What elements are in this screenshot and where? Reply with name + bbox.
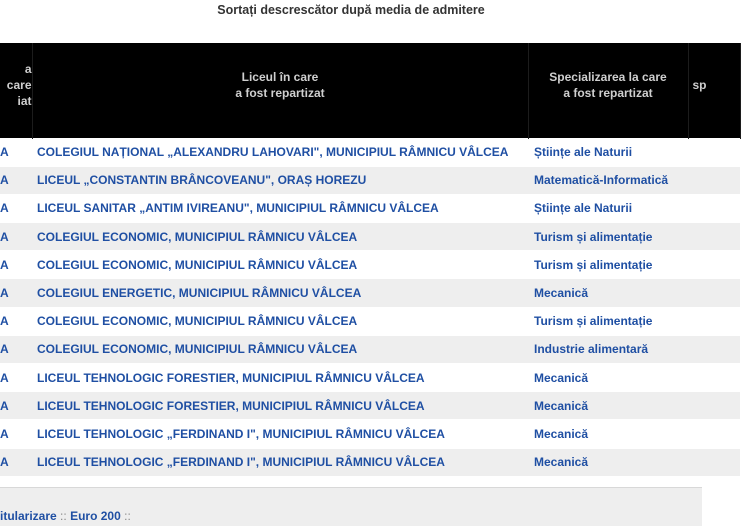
row-county-cell[interactable]: A <box>0 223 32 251</box>
row-specialization-link[interactable]: Industrie alimentară <box>528 335 688 363</box>
sort-note <box>0 0 702 22</box>
results-table-container[interactable] <box>0 43 707 480</box>
table-header-row <box>0 43 740 138</box>
table-row <box>0 251 740 279</box>
row-specialization-link[interactable]: Mecanică <box>528 279 688 307</box>
row-county-cell[interactable]: A <box>0 335 32 363</box>
table-row <box>0 223 740 251</box>
row-school-link[interactable]: LICEUL TEHNOLOGIC FORESTIER, MUNICIPIUL RÂMNICU VÂLCEA <box>32 392 528 420</box>
row-county-cell[interactable]: A <box>0 392 32 420</box>
row-school-link[interactable]: COLEGIUL ECONOMIC, MUNICIPIUL RÂMNICU VÂLCEA <box>32 335 528 363</box>
row-county-cell[interactable]: A <box>0 448 32 476</box>
table-row <box>0 166 740 194</box>
table-row <box>0 364 740 392</box>
row-specialization-link[interactable]: Mecanică <box>528 364 688 392</box>
row-extra-cell <box>688 223 740 251</box>
row-county-cell[interactable]: A <box>0 307 32 335</box>
row-extra-cell <box>688 364 740 392</box>
row-county-cell[interactable]: A <box>0 194 32 222</box>
row-specialization-link[interactable]: Turism și alimentație <box>528 307 688 335</box>
row-extra-cell <box>688 194 740 222</box>
row-extra-cell <box>688 251 740 279</box>
row-specialization-link[interactable]: Mecanică <box>528 448 688 476</box>
footer-separator-end: :: <box>124 509 131 523</box>
table-row <box>0 448 740 476</box>
row-specialization-link[interactable]: Turism și alimentație <box>528 223 688 251</box>
row-county-cell[interactable]: A <box>0 166 32 194</box>
table-body <box>0 138 740 476</box>
column-header-school: Liceul în care a fost repartizat <box>32 43 528 138</box>
table-row <box>0 194 740 222</box>
row-county-cell[interactable]: A <box>0 138 32 166</box>
column-header-specialization: Specializarea la care a fost repartizat <box>528 43 688 138</box>
row-extra-cell <box>688 138 740 166</box>
row-county-cell[interactable]: A <box>0 279 32 307</box>
row-specialization-link[interactable]: Științe ale Naturii <box>528 138 688 166</box>
row-extra-cell <box>688 392 740 420</box>
table-row <box>0 392 740 420</box>
row-school-link[interactable]: LICEUL TEHNOLOGIC „FERDINAND I", MUNICIPIUL RÂMNICU VÂLCEA <box>32 448 528 476</box>
sort-note-text: Sortați descrescător după media de admitere <box>217 3 485 17</box>
row-specialization-link[interactable]: Turism și alimentație <box>528 251 688 279</box>
row-extra-cell <box>688 307 740 335</box>
row-extra-cell <box>688 420 740 448</box>
row-school-link[interactable]: COLEGIUL ECONOMIC, MUNICIPIUL RÂMNICU VÂLCEA <box>32 251 528 279</box>
row-county-cell[interactable]: A <box>0 251 32 279</box>
row-school-link[interactable]: LICEUL SANITAR „ANTIM IVIREANU", MUNICIPIUL RÂMNICU VÂLCEA <box>32 194 528 222</box>
table-row <box>0 279 740 307</box>
row-school-link[interactable]: LICEUL TEHNOLOGIC FORESTIER, MUNICIPIUL RÂMNICU VÂLCEA <box>32 364 528 392</box>
row-county-cell[interactable]: A <box>0 364 32 392</box>
row-extra-cell <box>688 335 740 363</box>
column-header-left: a care iat <box>0 43 32 138</box>
row-school-link[interactable]: COLEGIUL NAȚIONAL „ALEXANDRU LAHOVARI", MUNICIPIUL RÂMNICU VÂLCEA <box>32 138 528 166</box>
footer-link-titularizare[interactable]: itularizare <box>0 509 57 523</box>
row-school-link[interactable]: LICEUL TEHNOLOGIC „FERDINAND I", MUNICIPIUL RÂMNICU VÂLCEA <box>32 420 528 448</box>
row-school-link[interactable]: LICEUL „CONSTANTIN BRÂNCOVEANU", ORAȘ HOREZU <box>32 166 528 194</box>
row-extra-cell <box>688 448 740 476</box>
table-row <box>0 335 740 363</box>
row-school-link[interactable]: COLEGIUL ENERGETIC, MUNICIPIUL RÂMNICU VÂLCEA <box>32 279 528 307</box>
footer-bar <box>0 487 702 526</box>
row-specialization-link[interactable]: Mecanică <box>528 420 688 448</box>
table-row <box>0 138 740 166</box>
row-specialization-link[interactable]: Mecanică <box>528 392 688 420</box>
row-specialization-link[interactable]: Matematică-Informatică <box>528 166 688 194</box>
results-table <box>0 43 741 476</box>
row-extra-cell <box>688 166 740 194</box>
row-specialization-link[interactable]: Științe ale Naturii <box>528 194 688 222</box>
footer-separator: :: <box>60 509 67 523</box>
row-county-cell[interactable]: A <box>0 420 32 448</box>
table-row <box>0 420 740 448</box>
row-school-link[interactable]: COLEGIUL ECONOMIC, MUNICIPIUL RÂMNICU VÂLCEA <box>32 223 528 251</box>
table-row <box>0 307 740 335</box>
column-header-extra: sp <box>688 43 740 138</box>
footer-link-euro200[interactable]: Euro 200 <box>70 509 121 523</box>
row-extra-cell <box>688 279 740 307</box>
row-school-link[interactable]: COLEGIUL ECONOMIC, MUNICIPIUL RÂMNICU VÂLCEA <box>32 307 528 335</box>
footer-line <box>0 509 131 523</box>
